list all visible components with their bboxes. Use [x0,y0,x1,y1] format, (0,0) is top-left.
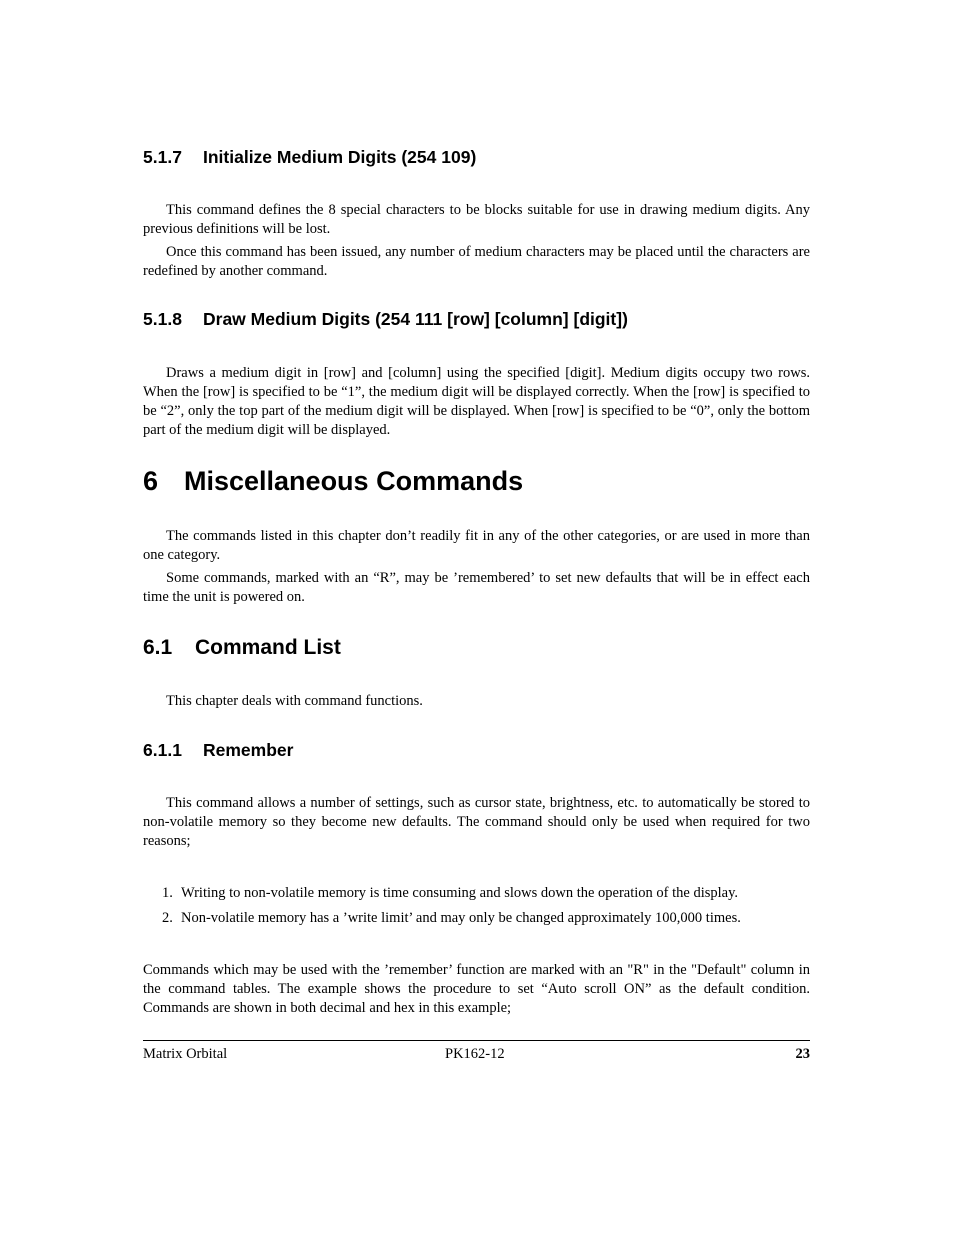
list-item-text: Writing to non-volatile memory is time consuming and slows down the operation of the display. [181,885,739,901]
paragraph: This command defines the 8 special characters to be blocks suitable for use in drawing medium digits. Any previous definitions will be lost. [143,202,810,237]
heading-title: Draw Medium Digits (254 111 [row] [column] [digit]) [203,309,628,329]
page-number: 23 [795,1046,810,1062]
heading-title: Remember [203,740,294,760]
list-marker: 1. [162,885,173,901]
heading-6-1-1 [143,739,810,761]
list-item [143,884,810,903]
heading-title: Command List [195,636,341,659]
paragraph: This chapter deals with command functions. [166,693,423,709]
numbered-list [143,884,810,928]
heading-title: Initialize Medium Digits (254 109) [203,147,477,167]
list-item [143,909,810,928]
paragraph: Commands which may be used with the ’remember’ function are marked with an "R" in the "Default" column in the command tables. The example shows the procedure to set “Auto scroll ON” as the default condition. Commands are shown in both decimal and hex in this example; [143,962,810,1016]
heading-number: 6 [143,466,159,496]
section-heading-6-1 [143,635,810,661]
list-marker: 2. [162,910,173,926]
list-item-text: Non-volatile memory has a ’write limit’ and may only be changed approximately 100,000 times. [181,910,741,926]
footer-model: PK162-12 [445,1046,505,1062]
paragraph: Once this command has been issued, any number of medium characters may be placed until the characters are redefined by another command. [143,244,810,279]
heading-title: Miscellaneous Commands [184,466,524,496]
page-footer [143,1045,810,1064]
chapter-heading-6 [143,465,810,497]
heading-number: 5.1.8 [143,309,182,329]
heading-number: 6.1 [143,636,173,659]
footer-rule [143,1040,810,1041]
paragraph: This command allows a number of settings, such as cursor state, brightness, etc. to automatically be stored to non-volatile memory so they become new defaults. The command should only be used when required for two reasons; [143,795,810,849]
footer-company: Matrix Orbital [143,1046,228,1062]
paragraph: Some commands, marked with an “R”, may be ’remembered’ to set new defaults that will be in effect each time the unit is powered on. [143,570,810,605]
heading-number: 6.1.1 [143,740,182,760]
paragraph: The commands listed in this chapter don’t readily fit in any of the other categories, or are used in more than one category. [143,528,810,563]
heading-5-1-7 [143,146,810,168]
heading-number: 5.1.7 [143,147,182,167]
heading-5-1-8 [143,308,810,330]
paragraph: Draws a medium digit in [row] and [column] using the specified [digit]. Medium digits occupy two rows. When the [row] is specified to be “1”, the medium digit will be displayed correctly. When the [row] is specified to be “2”, only the top part of the medium digit will be displayed. When [row] is specified to be “0”, only the bottom part of the medium digit will be displayed. [143,365,810,438]
